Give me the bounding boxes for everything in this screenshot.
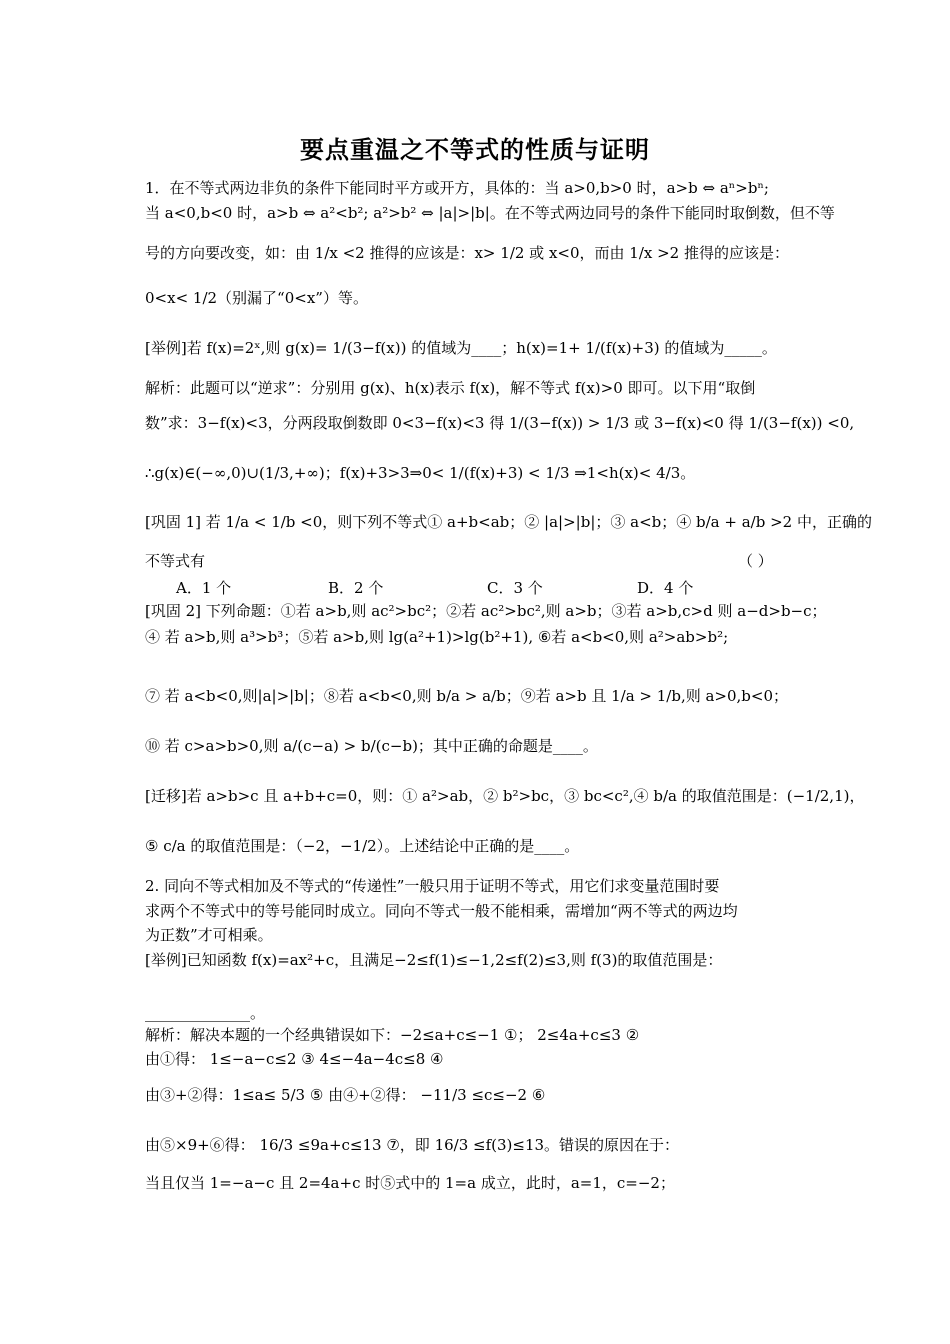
text-line: 当且仅当 1=−a−c 且 2=4a+c 时⑤式中的 1=a 成立，此时，a=1，c=−2； — [145, 1174, 675, 1192]
text-line: 0<x< 1/2（别漏了“0<x”）等。 — [145, 289, 368, 307]
text-line: [举例]已知函数 f(x)=ax²+c，且满足−2≤f(1)≤−1,2≤f(2)≤3,则 f(3)的取值范围是： — [145, 951, 723, 969]
text-line: 为正数”才可相乘。 — [145, 926, 273, 944]
text-line: 号的方向要改变，如：由 1/x <2 推得的应该是：x> 1/2 或 x<0，而由 1/x >2 推得的应该是： — [145, 244, 789, 262]
text-line: [巩固 1] 若 1/a < 1/b <0，则下列不等式① a+b<ab；② |a|>|b|；③ a<b；④ b/a + a/b >2 中，正确的 — [145, 513, 872, 531]
text-line: 由⑤×9+⑥得： 16/3 ≤9a+c≤13 ⑦，即 16/3 ≤f(3)≤13。错误的原因在于： — [145, 1136, 680, 1154]
text-line: 2. 同向不等式相加及不等式的“传递性”一般只用于证明不等式，用它们求变量范围时要 — [145, 877, 720, 895]
answer-paren: （ ） — [738, 552, 773, 570]
text-line: ④ 若 a>b,则 a³>b³；⑤若 a>b,则 lg(a²+1)>lg(b²+1), ⑥若 a<b<0,则 a²>ab>b²; — [145, 628, 729, 646]
text-line: 1．在不等式两边非负的条件下能同时平方或开方，具体的：当 a>0,b>0 时，a>b ⇔ aⁿ>bⁿ; — [145, 179, 769, 197]
text-line: [举例]若 f(x)=2ˣ,则 g(x)= 1/(3−f(x)) 的值域为____；h(x)=1+ 1/(f(x)+3) 的值域为_____。 — [145, 339, 777, 357]
answer-blank: ______________。 — [145, 1004, 266, 1022]
option-a: A．1 个 — [176, 579, 232, 597]
text-line: 当 a<0,b<0 时，a>b ⇔ a²<b²; a²>b² ⇔ |a|>|b|。在不等式两边同号的条件下能同时取倒数，但不等 — [145, 204, 835, 222]
text-line: 求两个不等式中的等号能同时成立。同向不等式一般不能相乘，需增加“两不等式的两边均 — [145, 902, 738, 920]
option-d: D．4 个 — [637, 579, 694, 597]
text-line: 解析：此题可以“逆求”：分别用 g(x)、h(x)表示 f(x)，解不等式 f(x)>0 即可。以下用“取倒 — [145, 379, 756, 397]
text-line: 不等式有 — [145, 552, 206, 570]
option-c: C．3 个 — [487, 579, 543, 597]
text-line: ∴g(x)∈(−∞,0)∪(1/3,+∞)；f(x)+3>3⇒0< 1/(f(x)+3) < 1/3 ⇒1<h(x)< 4/3。 — [145, 464, 696, 482]
text-line: 解析：解决本题的一个经典错误如下：−2≤a+c≤−1 ①； 2≤4a+c≤3 ② — [145, 1026, 640, 1044]
text-line: [巩固 2] 下列命题：①若 a>b,则 ac²>bc²；②若 ac²>bc²,则 a>b；③若 a>b,c>d 则 a−d>b−c； — [145, 602, 827, 620]
text-line: ⑦ 若 a<b<0,则|a|>|b|；⑧若 a<b<0,则 b/a > a/b；⑨若 a>b 且 1/a > 1/b,则 a>0,b<0； — [145, 687, 789, 705]
text-line: ⑤ c/a 的取值范围是：（−2，−1/2）。上述结论中正确的是____。 — [145, 837, 580, 855]
page-title: 要点重温之不等式的性质与证明 — [300, 136, 650, 164]
text-line: 数”求：3−f(x)<3，分两段取倒数即 0<3−f(x)<3 得 1/(3−f(x)) > 1/3 或 3−f(x)<0 得 1/(3−f(x)) <0, — [145, 414, 855, 432]
text-line: [迁移]若 a>b>c 且 a+b+c=0，则：① a²>ab，② b²>bc，③ bc<c²,④ b/a 的取值范围是：(−1/2,1)， — [145, 787, 865, 805]
text-line: ⑩ 若 c>a>b>0,则 a/(c−a) > b/(c−b)；其中正确的命题是____。 — [145, 737, 598, 755]
text-line: 由①得： 1≤−a−c≤2 ③ 4≤−4a−4c≤8 ④ — [145, 1050, 444, 1068]
option-b: B．2 个 — [328, 579, 384, 597]
text-line: 由③+②得：1≤a≤ 5/3 ⑤ 由④+②得： −11/3 ≤c≤−2 ⑥ — [145, 1086, 546, 1104]
